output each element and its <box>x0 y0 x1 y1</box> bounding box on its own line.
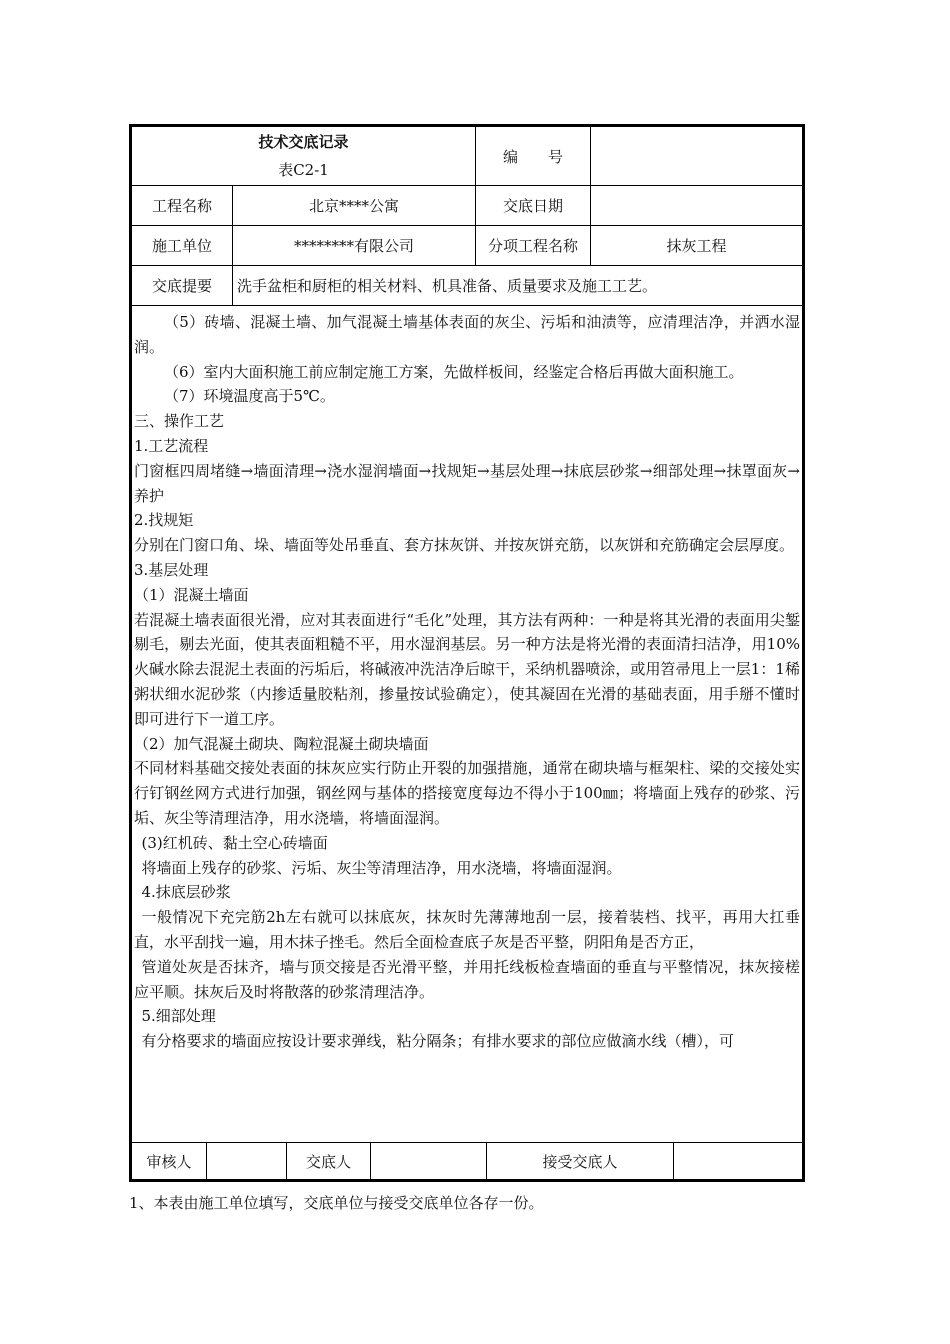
content-paragraph: 管道处灰是否抹齐，墙与顶交接是否光滑平整，并用托线板检查墙面的垂直与平整情况，抹灰接槎应平顺。抹灰后及时将散落的砂浆清理洁净。 <box>134 957 800 1001</box>
subsection-heading: 2.找规矩 <box>134 511 194 530</box>
disclosure-date-value[interactable] <box>591 186 803 226</box>
project-name-value[interactable]: 北京****公寓 <box>233 186 476 226</box>
item-heading: (3)红机砖、黏土空心砖墙面 <box>141 833 328 852</box>
disclosure-content <box>131 306 803 1142</box>
form-number-code: 表C2-1 <box>278 161 329 179</box>
content-paragraph: 分别在门窗口角、垛、墙面等处吊垂直、套方抹灰饼、并按灰饼充筋，以灰饼和充筋确定会层厚度。 <box>134 536 795 555</box>
form-title: 技术交底记录 <box>258 133 349 151</box>
discloser-label: 交底人 <box>287 1143 371 1180</box>
section-heading: 三、操作工艺 <box>134 412 225 431</box>
footnote: 1、本表由施工单位填写，交底单位与接受交底单位各存一份。 <box>129 1194 544 1212</box>
content-paragraph: 不同材料基础交接处表面的抹灰应实行防止开裂的加强措施，通常在砌块墙与框架柱、梁的交接处实行钉钢丝网方式进行加强，钢丝网与基体的搭接宽度每边不得小于100㎜；将墙面上残存的砂浆、污垢、灰尘等清理洁净，用水浇墙，将墙面湿润。 <box>134 759 800 827</box>
receiver-signature[interactable] <box>674 1143 803 1180</box>
reviewer-signature[interactable] <box>207 1143 287 1180</box>
item-heading: （2）加气混凝土砌块、陶粒混凝土砌块墙面 <box>134 734 429 753</box>
content-paragraph: （5）砖墙、混凝土墙、加气混凝土墙基体表面的灰尘、污垢和油渍等，应清理洁净，并洒水湿润。 <box>134 313 800 356</box>
subsection-heading: 3.基层处理 <box>134 560 209 579</box>
contractor-label: 施工单位 <box>132 226 233 266</box>
content-paragraph: （7）环境温度高于5℃。 <box>164 387 335 406</box>
item-heading: （1）混凝土墙面 <box>134 585 249 604</box>
technical-disclosure-form <box>129 124 805 1182</box>
signature-table <box>131 1142 803 1180</box>
serial-number-label: 编 号 <box>476 127 591 186</box>
reviewer-label: 审核人 <box>132 1143 207 1180</box>
content-paragraph: 门窗框四周堵缝→墙面清理→浇水湿润墙面→找规矩→基层处理→抹底层砂浆→细部处理→抹罩面灰→养护 <box>134 461 800 505</box>
content-paragraph: 一般情况下充完筋2h左右就可以抹底灰，抹灰时先薄薄地刮一层，接着装档、找平，再用大扛垂直，水平刮找一遍，用木抹子挫毛。然后全面检查底子灰是否平整，阴阳角是否方正， <box>134 908 800 951</box>
subsection-heading: 4.抹底层砂浆 <box>141 883 231 902</box>
content-paragraph: （6）室内大面积施工前应制定施工方案，先做样板间，经鉴定合格后再做大面积施工。 <box>164 362 744 381</box>
content-paragraph: 有分格要求的墙面应按设计要求弹线，粘分隔条；有排水要求的部位应做滴水线（槽），可 <box>141 1032 735 1051</box>
receiver-label: 接受交底人 <box>487 1143 674 1180</box>
contractor-value[interactable]: ********有限公司 <box>233 226 476 266</box>
discloser-signature[interactable] <box>371 1143 487 1180</box>
serial-number-value[interactable] <box>591 127 803 186</box>
content-paragraph: 将墙面上残存的砂浆、污垢、灰尘等清理洁净，用水浇墙，将墙面湿润。 <box>141 858 622 877</box>
subproject-value[interactable]: 抹灰工程 <box>591 226 803 266</box>
content-paragraph: 若混凝土墙表面很光滑，应对其表面进行“毛化”处理，其方法有两种：一种是将其光滑的表面用尖錾剔毛，剔去光面，使其表面粗糙不平，用水湿润基层。另一种方法是将光滑的表面清扫洁净，用10%火碱水除去混泥土表面的污垢后，将碱液冲洗洁净后晾干，采纳机器喷涂，或用笤帚甩上一层1：1稀粥状细水泥砂浆（内掺适量胶粘剂，掺量按试验确定），使其凝固在光滑的基础表面，用手掰不懂时即可进行下一道工序。 <box>134 610 800 728</box>
form-title-cell <box>132 127 476 186</box>
summary-value[interactable]: 洗手盆柜和厨柜的相关材料、机具准备、质量要求及施工工艺。 <box>233 266 803 306</box>
subsection-heading: 5.细部处理 <box>141 1007 216 1026</box>
subproject-label: 分项工程名称 <box>476 226 591 266</box>
disclosure-date-label: 交底日期 <box>476 186 591 226</box>
project-name-label: 工程名称 <box>132 186 233 226</box>
summary-label: 交底提要 <box>132 266 233 306</box>
header-table <box>131 126 803 306</box>
subsection-heading: 1.工艺流程 <box>134 436 209 455</box>
